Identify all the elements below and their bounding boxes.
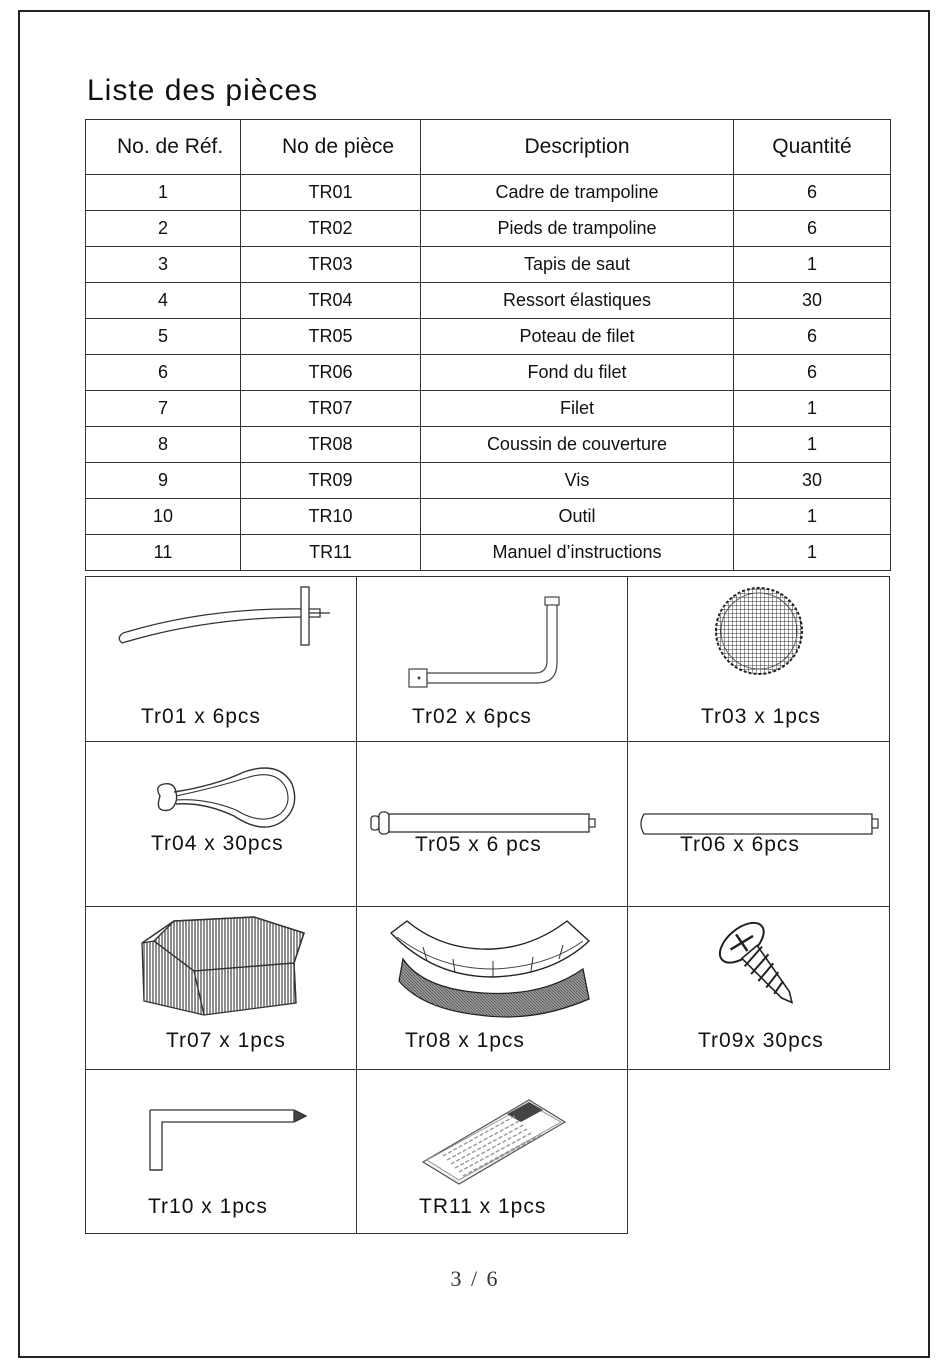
ref-no-cell: 3 [86, 247, 241, 283]
description-cell: Outil [421, 499, 734, 535]
part-caption: Tr01 x 6pcs [141, 705, 261, 728]
description-cell: Vis [421, 463, 734, 499]
part-no-cell: TR01 [241, 175, 421, 211]
part-cell-tr11 [356, 1069, 628, 1234]
parts-table [85, 119, 891, 571]
description-cell: Poteau de filet [421, 319, 734, 355]
quantity-cell: 1 [734, 499, 891, 535]
description-cell: Manuel d’instructions [421, 535, 734, 571]
table-row [86, 319, 891, 355]
safety-net-icon [134, 911, 324, 1021]
part-cell-tr01 [85, 576, 357, 742]
part-no-cell: TR03 [241, 247, 421, 283]
ref-no-cell: 2 [86, 211, 241, 247]
header-ref-no: No. de Réf. [86, 120, 241, 175]
header-quantity: Quantité [734, 120, 891, 175]
description-cell: Coussin de couverture [421, 427, 734, 463]
table-row [86, 247, 891, 283]
screw-icon [708, 913, 818, 1023]
quantity-cell: 30 [734, 283, 891, 319]
table-row [86, 391, 891, 427]
part-cell-tr10 [85, 1069, 357, 1234]
ref-no-cell: 1 [86, 175, 241, 211]
quantity-cell: 6 [734, 175, 891, 211]
part-caption: Tr02 x 6pcs [412, 705, 532, 728]
ref-no-cell: 8 [86, 427, 241, 463]
part-cell-tr03 [627, 576, 890, 742]
allen-key-icon [144, 1102, 324, 1182]
part-cell-tr02 [356, 576, 628, 742]
part-caption: Tr03 x 1pcs [701, 705, 821, 728]
part-caption: Tr10 x 1pcs [148, 1195, 268, 1218]
table-row [86, 499, 891, 535]
description-cell: Tapis de saut [421, 247, 734, 283]
quantity-cell: 30 [734, 463, 891, 499]
part-caption: Tr08 x 1pcs [405, 1029, 525, 1052]
header-part-no: No de pièce [241, 120, 421, 175]
description-cell: Ressort élastiques [421, 283, 734, 319]
parts-illustration-grid [85, 576, 890, 1234]
quantity-cell: 6 [734, 211, 891, 247]
header-description: Description [421, 120, 734, 175]
table-row [86, 283, 891, 319]
part-no-cell: TR06 [241, 355, 421, 391]
part-no-cell: TR10 [241, 499, 421, 535]
part-no-cell: TR08 [241, 427, 421, 463]
part-no-cell: TR07 [241, 391, 421, 427]
page-number: 3 / 6 [450, 1266, 500, 1291]
ref-no-cell: 7 [86, 391, 241, 427]
table-row [86, 463, 891, 499]
description-cell: Filet [421, 391, 734, 427]
part-cell-tr05 [356, 741, 628, 907]
part-no-cell: TR04 [241, 283, 421, 319]
part-no-cell: TR09 [241, 463, 421, 499]
quantity-cell: 1 [734, 247, 891, 283]
table-row [86, 355, 891, 391]
ref-no-cell: 9 [86, 463, 241, 499]
instruction-manual-icon [417, 1092, 567, 1192]
part-caption: Tr04 x 30pcs [151, 832, 284, 855]
part-caption: Tr05 x 6 pcs [415, 833, 542, 856]
part-no-cell: TR05 [241, 319, 421, 355]
part-cell-tr06 [627, 741, 890, 907]
part-cell-tr07 [85, 906, 357, 1070]
quantity-cell: 1 [734, 535, 891, 571]
ref-no-cell: 5 [86, 319, 241, 355]
part-cell-tr04 [85, 741, 357, 907]
part-caption: Tr06 x 6pcs [680, 833, 800, 856]
part-cell-tr09 [627, 906, 890, 1070]
description-cell: Cadre de trampoline [421, 175, 734, 211]
table-row [86, 175, 891, 211]
quantity-cell: 1 [734, 391, 891, 427]
ref-no-cell: 4 [86, 283, 241, 319]
part-caption: Tr09x 30pcs [698, 1029, 824, 1052]
description-cell: Pieds de trampoline [421, 211, 734, 247]
page-title: Liste des pièces [87, 74, 319, 107]
part-caption: Tr07 x 1pcs [166, 1029, 286, 1052]
description-cell: Fond du filet [421, 355, 734, 391]
ref-no-cell: 6 [86, 355, 241, 391]
part-caption: TR11 x 1pcs [419, 1195, 547, 1218]
quantity-cell: 6 [734, 319, 891, 355]
table-row [86, 427, 891, 463]
quantity-cell: 1 [734, 427, 891, 463]
quantity-cell: 6 [734, 355, 891, 391]
table-row [86, 211, 891, 247]
part-cell-tr08 [356, 906, 628, 1070]
frame-tube-icon [108, 581, 348, 671]
ref-no-cell: 11 [86, 535, 241, 571]
part-no-cell: TR11 [241, 535, 421, 571]
trampoline-leg-icon [397, 591, 577, 701]
cover-pad-icon [383, 911, 603, 1021]
jumping-mat-icon [704, 581, 814, 691]
part-no-cell: TR02 [241, 211, 421, 247]
ref-no-cell: 10 [86, 499, 241, 535]
table-row [86, 535, 891, 571]
table-header-row [86, 120, 891, 175]
